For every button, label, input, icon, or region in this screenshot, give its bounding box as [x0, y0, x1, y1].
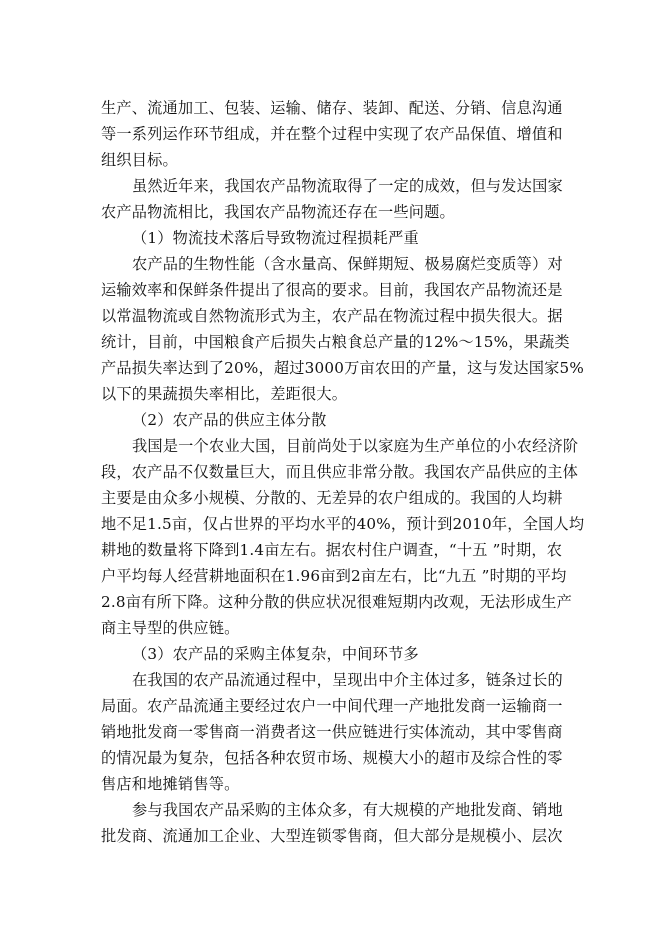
- text-line-29: 批发商、流通加工企业、大型连锁零售商，但大部分是规模小、层次: [101, 827, 563, 845]
- paragraph-start-line: 虽然近年来，我国农产品物流取得了一定的成效，但与发达国家: [132, 177, 563, 195]
- text-line-19: 户平均每人经营耕地面积在1.96亩到2亩左右，比“九五 ”时期的平均: [101, 567, 567, 585]
- text-line-9: 以常温物流或自然物流形式为主，农产品在物流过程中损失很大。据: [101, 307, 563, 325]
- section-heading-2: （2）农产品的供应主体分散: [132, 411, 327, 429]
- text-line-12: 以下的果蔬损失率相比，差距很大。: [101, 385, 348, 403]
- text-line-27: 售店和地摊销售等。: [101, 775, 240, 793]
- text-line-8: 运输效率和保鲜条件提出了很高的要求。目前，我国农产品物流还是: [101, 281, 563, 299]
- document-page: [101, 95, 585, 849]
- paragraph-start-line: 我国是一个农业大国，目前尚处于以家庭为生产单位的小农经济阶: [132, 437, 579, 455]
- text-line-16: 主要是由众多小规模、分散的、无差异的农户组成的。我国的人均耕: [101, 489, 563, 507]
- text-line-24: 局面。农产品流通主要经过农户一中间代理一产地批发商一运输商一: [101, 697, 563, 715]
- paragraph-start-line: 参与我国农产品采购的主体众多，有大规模的产地批发商、销地: [132, 801, 563, 819]
- section-heading-3: （3）农产品的采购主体复杂，中间环节多: [132, 645, 419, 663]
- text-line-1: 生产、流通加工、包装、运输、储存、装卸、配送、分销、信息沟通: [101, 99, 563, 117]
- paragraph-start-line: 农产品的生物性能（含水量高、保鲜期短、极易腐烂变质等）对: [132, 255, 563, 273]
- text-line-18: 耕地的数量将下降到1.4亩左右。据农村住户调查，“十五 ”时期，农: [101, 541, 563, 559]
- paragraph-start-line: 在我国的农产品流通过程中，呈现出中介主体过多，链条过长的: [132, 671, 563, 689]
- text-line-26: 的情况最为复杂，包括各种农贸市场、规模大小的超市及综合性的零: [101, 749, 563, 767]
- text-line-21: 商主导型的供应链。: [101, 619, 240, 637]
- text-line-5: 农产品物流相比，我国农产品物流还存在一些问题。: [101, 203, 455, 221]
- text-line-20: 2.8亩有所下降。这种分散的供应状况很难短期内改观，无法形成生产: [101, 593, 572, 611]
- text-line-11: 产品损失率达到了20%，超过3000万亩农田的产量，这与发达国家5%: [101, 359, 584, 377]
- text-line-3: 组织目标。: [101, 151, 178, 169]
- text-line-25: 销地批发商一零售商一消费者这一供应链进行实体流动，其中零售商: [101, 723, 563, 741]
- text-line-2: 等一系列运作环节组成，并在整个过程中实现了农产品保值、增值和: [101, 125, 563, 143]
- text-line-17: 地不足1.5亩，仅占世界的平均水平的40%，预计到2010年，全国人均: [101, 515, 585, 533]
- text-line-15: 段，农产品不仅数量巨大，而且供应非常分散。我国农产品供应的主体: [101, 463, 579, 481]
- text-line-10: 统计，目前，中国粮食产后损失占粮食总产量的12%～15%，果蔬类: [101, 333, 570, 351]
- section-heading-1: （1）物流技术落后导致物流过程损耗严重: [132, 229, 419, 247]
